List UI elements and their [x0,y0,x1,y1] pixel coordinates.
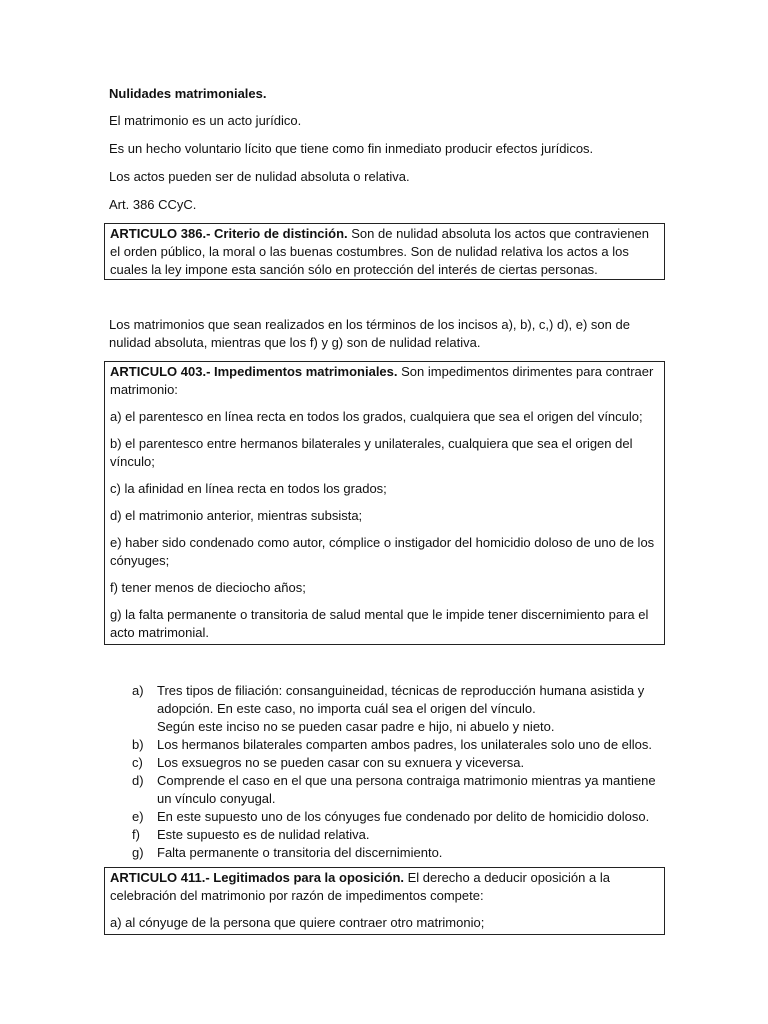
article-386-heading: ARTICULO 386.- Criterio de distinción. [110,226,348,241]
article-403-item: f) tener menos de dieciocho años; [110,580,306,595]
article-403-item: e) haber sido condenado como autor, cómplice o instigador del homicidio doloso de uno de los cónyuges; [110,535,655,568]
list-item [132,844,662,862]
article-403-body: Son impedimentos dirimentes para contraer matrimonio: [110,364,654,397]
list-item-label: a) [132,683,144,698]
list-item-text [157,682,662,736]
article-403-box [104,361,665,645]
article-411-text [110,869,660,905]
intro-paragraph: Los actos pueden ser de nulidad absoluta o relativa. [109,169,410,184]
article-403-item: d) el matrimonio anterior, mientras subsista; [110,508,363,523]
list-item-label: c) [132,755,143,770]
article-386-box [104,223,665,280]
article-411-item: a) al cónyuge de la persona que quiere contraer otro matrimonio; [110,915,485,930]
article-403-item: g) la falta permanente o transitoria de salud mental que le impide tener discernimiento para el acto matrimonial. [110,607,649,640]
list-item-text: En este supuesto uno de los cónyuges fue condenado por delito de homicidio doloso. [157,809,650,824]
list-item [132,736,662,754]
article-411-body: El derecho a deducir oposición a la celebración del matrimonio por razón de impedimentos compete: [110,870,610,903]
article-386-body: Son de nulidad absoluta los actos que contravienen el orden público, la moral o las buenas costumbres. Son de nulidad relativa los actos a los cuales la ley impone esta sanción sólo en protección del interés de ciertas personas. [110,226,650,277]
list-item [132,754,662,772]
list-item-label: d) [132,773,144,788]
article-403-item: b) el parentesco entre hermanos bilaterales y unilaterales, cualquiera que sea el origen del vínculo; [110,436,633,469]
list-item [132,826,662,844]
intro-paragraph: Es un hecho voluntario lícito que tiene como fin inmediato producir efectos jurídicos. [109,141,594,156]
list-item-text: Falta permanente o transitoria del discernimiento. [157,845,443,860]
article-411-heading: ARTICULO 411.- Legitimados para la oposición. [110,870,404,885]
document-title: Nulidades matrimoniales. [109,86,267,101]
article-403-text [110,363,660,399]
list-item-main: Tres tipos de filiación: consanguineidad, técnicas de reproducción humana asistida y adopción. En este caso, no importa cuál sea el origen del vínculo. [157,683,645,716]
list-item-text: Los hermanos bilaterales comparten ambos padres, los unilaterales solo uno de ellos. [157,737,653,752]
list-item-text: Este supuesto es de nulidad relativa. [157,827,370,842]
intro-paragraph: Art. 386 CCyC. [109,197,197,212]
article-403-heading: ARTICULO 403.- Impedimentos matrimoniales. [110,364,398,379]
article-403-item: a) el parentesco en línea recta en todos los grados, cualquiera que sea el origen del vínculo; [110,409,643,424]
list-item-extra: Según este inciso no se pueden casar padre e hijo, ni abuelo y nieto. [157,719,555,734]
notes-list [132,682,662,862]
list-item-text: Comprende el caso en el que una persona contraiga matrimonio mientras ya mantiene un vínculo conyugal. [157,773,656,806]
list-item-label: b) [132,737,144,752]
intro-paragraph: El matrimonio es un acto jurídico. [109,113,302,128]
nullity-summary-paragraph: Los matrimonios que sean realizados en los términos de los incisos a), b), c,) d), e) son de nulidad absoluta, mientras que los f) y g) son de nulidad relativa. [109,317,630,350]
article-403-item: c) la afinidad en línea recta en todos los grados; [110,481,387,496]
list-item [132,772,662,808]
article-386-text [110,225,660,279]
list-item-label: e) [132,809,144,824]
intro-section [109,85,661,224]
list-item-label: g) [132,845,144,860]
article-411-box [104,867,665,935]
list-item-text: Los exsuegros no se pueden casar con su exnuera y viceversa. [157,755,525,770]
list-item [132,682,662,736]
list-item [132,808,662,826]
list-item-label: f) [132,827,140,842]
